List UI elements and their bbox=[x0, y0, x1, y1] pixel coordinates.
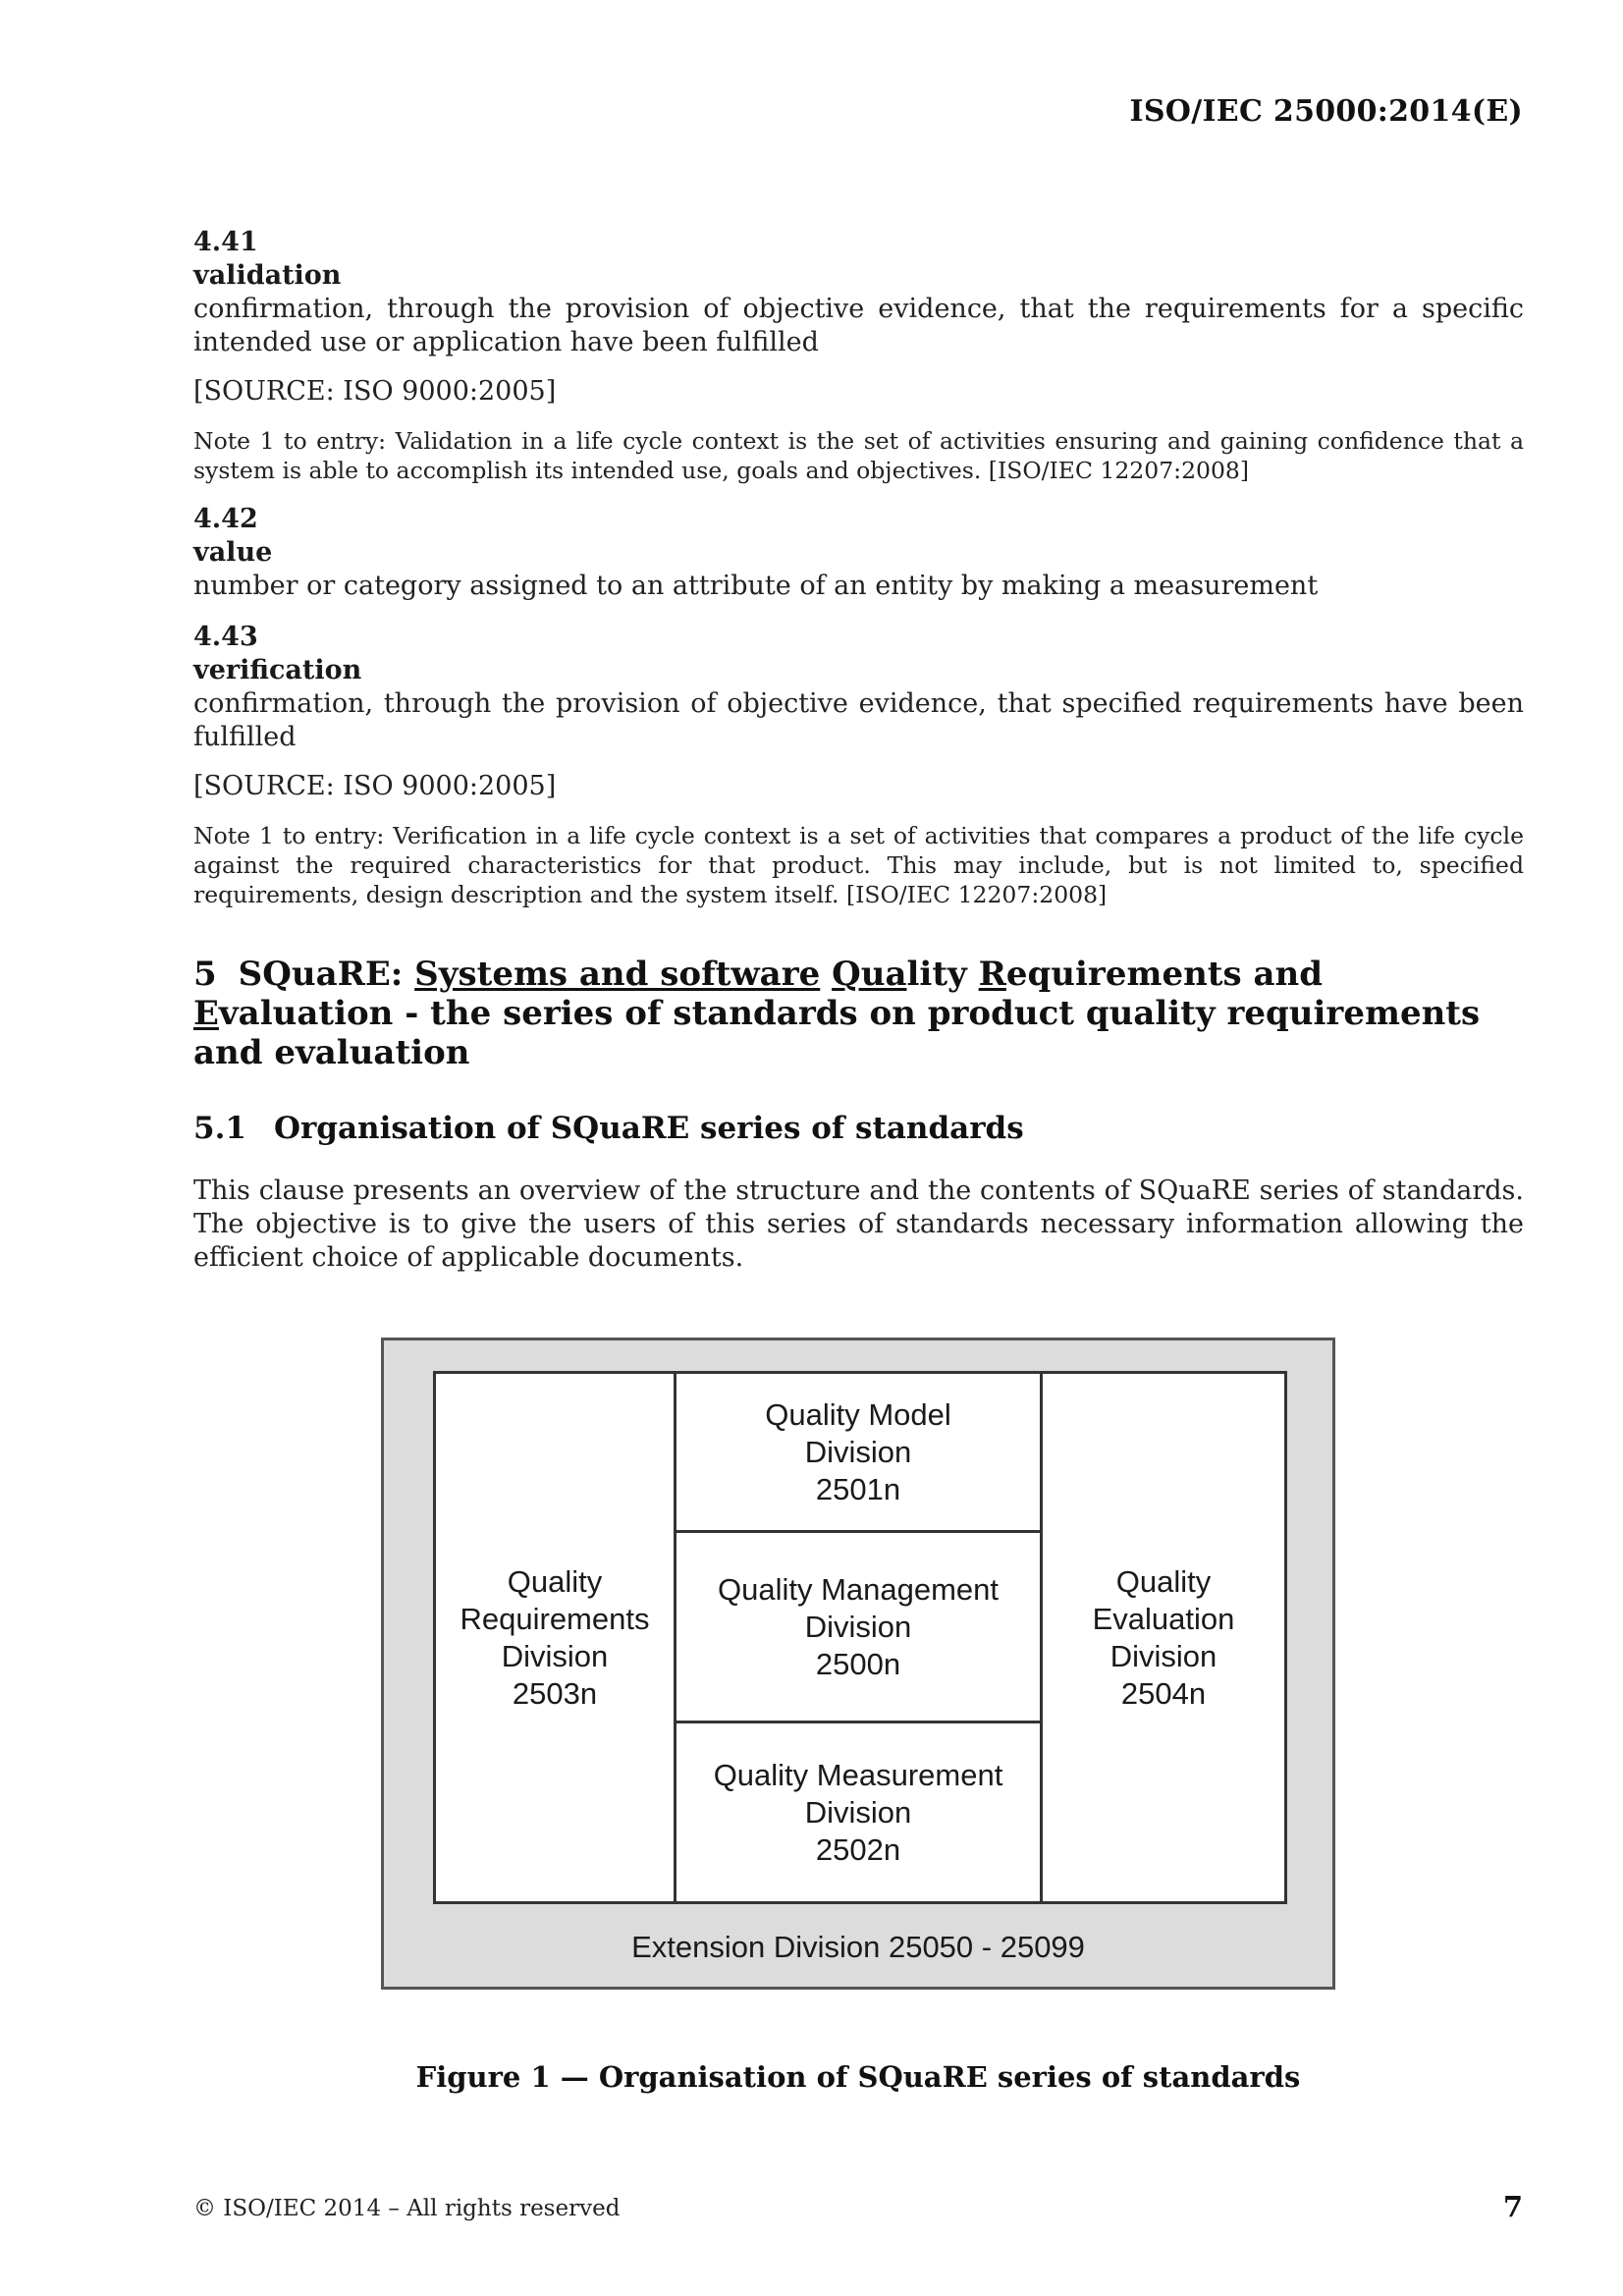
section-title-part bbox=[820, 955, 832, 994]
extension-division-label: Extension Division 25050 - 25099 bbox=[631, 1930, 1085, 1964]
figure-divisions-box bbox=[433, 1371, 1287, 1904]
term-definition: number or category assigned to an attribute of an entity by making a measurement bbox=[193, 571, 1319, 601]
term-source: [SOURCE: ISO 9000:2005] bbox=[193, 771, 557, 801]
footer-page-number: 7 bbox=[1502, 2190, 1523, 2223]
term-note: Note 1 to entry: Verification in a life cycle context is a set of activities that compares a product of the life cycle against the required characteristics for that product. This may include, but is not limited to, specified requirements, design description and the system itself. [ISO/IEC 12207:2008] bbox=[193, 822, 1524, 908]
section-title-underlined: E bbox=[193, 994, 219, 1033]
intro-paragraph: This clause presents an overview of the structure and the contents of SQuaRE series of standards. The objective is to give the users of this series of standards necessary information allowing the efficient choice of applicable documents. bbox=[193, 1175, 1524, 1273]
division-label-line: 2500n bbox=[815, 1646, 901, 1681]
section-title-part: lity bbox=[906, 955, 979, 994]
division-label-line: Division bbox=[1109, 1638, 1217, 1673]
term-definition: confirmation, through the provision of objective evidence, that the requirements for a specific intended use or application have been fulfilled bbox=[193, 294, 1524, 357]
division-label-line: Quality bbox=[1115, 1563, 1212, 1599]
division-label-line: Quality Measurement bbox=[713, 1757, 1003, 1792]
quality-requirements-division bbox=[436, 1374, 676, 1901]
term-entry-verification bbox=[193, 621, 1524, 909]
division-label-line: 2504n bbox=[1120, 1675, 1207, 1711]
quality-model-division bbox=[676, 1374, 1040, 1533]
subsection-number: 5.1 bbox=[193, 1111, 246, 1146]
division-label-line: Division bbox=[804, 1609, 912, 1644]
division-label-line: Quality Management bbox=[717, 1571, 1000, 1607]
section-title-underlined: Systems and software bbox=[414, 955, 821, 994]
section-title-underlined: Qua bbox=[832, 955, 907, 994]
division-label-line: Division bbox=[804, 1434, 912, 1469]
term-definition: confirmation, through the provision of objective evidence, that specified requirements have been fulfilled bbox=[193, 688, 1524, 752]
main-content bbox=[193, 226, 1524, 1275]
division-label-line: Quality Model bbox=[765, 1396, 951, 1432]
term-name: value bbox=[193, 537, 273, 568]
term-number: 4.43 bbox=[193, 622, 258, 652]
term-note: Note 1 to entry: Validation in a life cycle context is the set of activities ensuring and gaining confidence that a system is able to accomplish its intended use, goals and objectives. [ISO/IEC 12207:2008] bbox=[193, 427, 1524, 484]
division-label-line: 2501n bbox=[815, 1471, 901, 1506]
page-header-doc-id: ISO/IEC 25000:2014(E) bbox=[1129, 94, 1523, 129]
division-label-line: 2503n bbox=[512, 1675, 598, 1711]
quality-evaluation-division bbox=[1040, 1374, 1284, 1901]
term-entry-value bbox=[193, 503, 1524, 603]
division-label-line: Division bbox=[804, 1794, 912, 1830]
division-label-line: Division bbox=[501, 1638, 609, 1673]
subsection-heading bbox=[193, 1110, 1524, 1147]
square-organisation-figure bbox=[381, 1338, 1335, 1990]
division-label-line: Quality bbox=[507, 1563, 603, 1599]
term-name: verification bbox=[193, 655, 362, 685]
section-number: 5 bbox=[193, 955, 217, 994]
division-label-line: Evaluation bbox=[1092, 1601, 1235, 1636]
term-name: validation bbox=[193, 260, 342, 291]
term-number: 4.42 bbox=[193, 504, 258, 534]
division-label-line: Requirements bbox=[460, 1601, 650, 1636]
quality-management-division bbox=[676, 1533, 1040, 1723]
figure-caption: Figure 1 — Organisation of SQuaRE series of standards bbox=[415, 2060, 1301, 2094]
term-entry-validation bbox=[193, 226, 1524, 485]
term-source: [SOURCE: ISO 9000:2005] bbox=[193, 376, 557, 407]
section-title-underlined: R bbox=[978, 955, 1006, 994]
section-title-part: valuation - the series of standards on product quality requirements and evaluation bbox=[193, 994, 1481, 1072]
section-title-part: equirements and bbox=[1005, 955, 1324, 994]
section-heading bbox=[193, 955, 1524, 1072]
footer-copyright: © ISO/IEC 2014 – All rights reserved bbox=[193, 2196, 621, 2221]
section-title-part: SQuaRE: bbox=[238, 955, 415, 994]
subsection-title: Organisation of SQuaRE series of standards bbox=[273, 1111, 1024, 1146]
division-label-line: 2502n bbox=[815, 1831, 901, 1867]
term-number: 4.41 bbox=[193, 227, 258, 257]
quality-measurement-division bbox=[676, 1723, 1040, 1901]
